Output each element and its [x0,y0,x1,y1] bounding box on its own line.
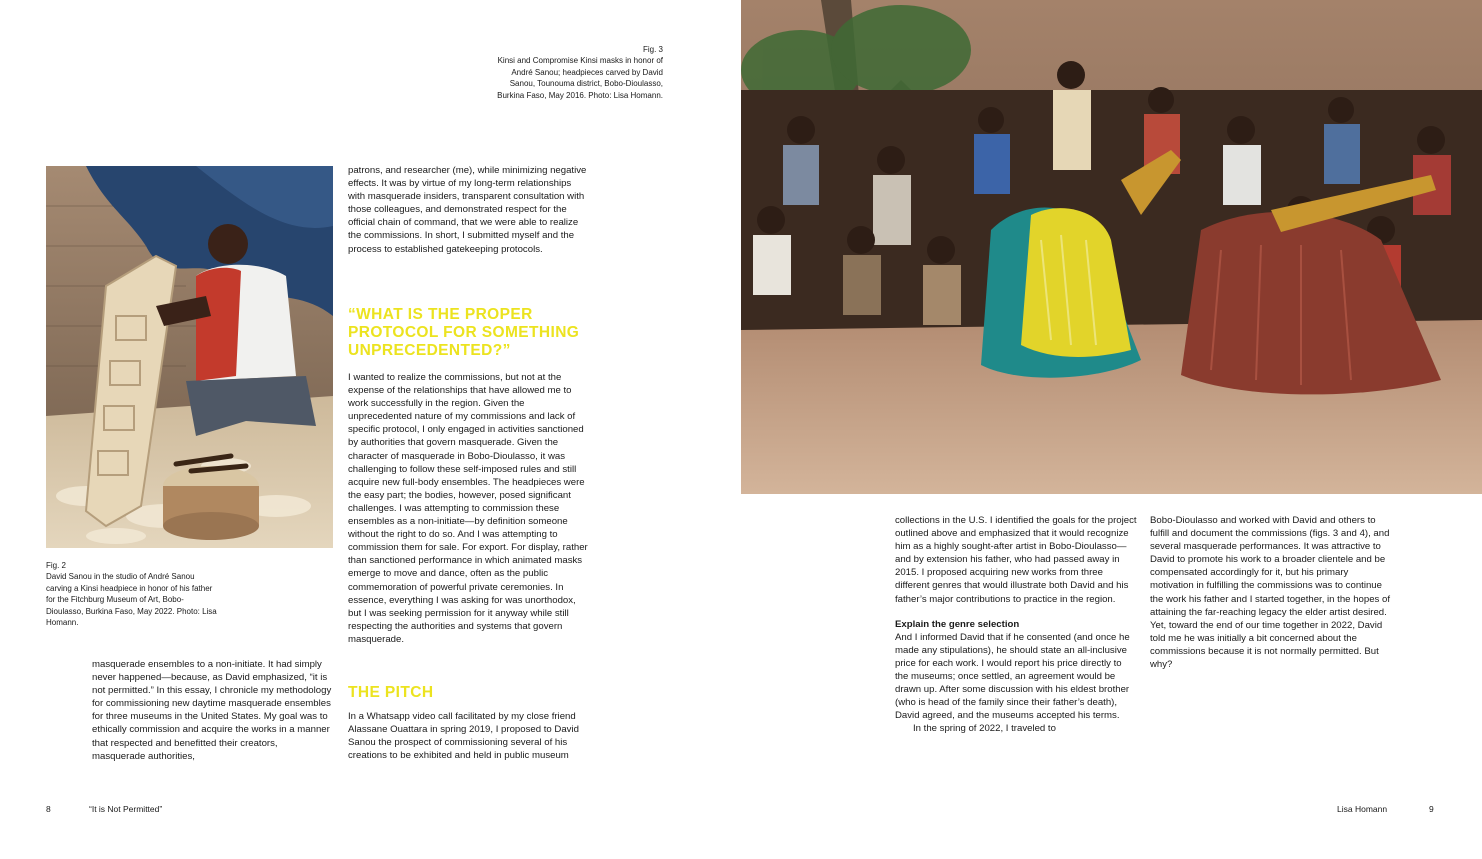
fig2-label: Fig. 2 [46,561,67,570]
right-column-1-para: collections in the U.S. I identified the goals for the project outlined above and emphasized that it would recognize him as a highly sought-after artist in Bobo-Dioulasso—and by extension his father, who had passed away in 2015. I proposed acquiring new works from three different genres that would illustrate both David and his father’s major contributions to practice in the region. [895,515,1137,605]
fig3-text: Kinsi and Compromise Kinsi masks in honor of André Sanou; headpieces carved by David Sanou, Tounouma district, Bobo-Dioulasso, Burkina Faso, May 2016. Photo: Lisa Homann. [497,56,663,100]
left-running-title: “It is Not Permitted” [89,804,163,814]
masquerade-crowd-photo [741,0,1482,494]
left-page-number: 8 [46,804,51,814]
section-heading-pitch: THE PITCH [348,684,434,701]
fig2-caption [46,560,221,628]
carving-workshop-photo [46,166,333,548]
section-heading-protocol: “WHAT IS THE PROPER PROTOCOL FOR SOMETHING UNPRECEDENTED?” [348,306,580,359]
right-running-author: Lisa Homann [1337,804,1388,814]
right-column-1-para3: In the spring of 2022, I traveled to [913,723,1056,735]
middle-column-pitch-text: In a Whatsapp video call facilitated by my close friend Alassane Ouattara in spring 2019, I proposed to David Sanou the prospect of commissioning several of his creations to be exhibited and held in public museum [348,711,579,762]
fig3-label: Fig. 3 [642,45,663,54]
left-column-text: masquerade ensembles to a non-initiate. It had simply never happened—because, as David emphasized, “it is not permitted.” In this essay, I chronicle my methodology for commissioning new daytime masquerade ensembles for three museums in the United States. My goal was to ethically commission and acquire the works in a manner that respected and benefitted their creators, masquerade authorities, [92,659,332,762]
right-column-2: Bobo-Dioulasso and worked with David and others to fulfill and document the commissions (figs. 3 and 4), and several masquerade performances. It was attractive to David to promote his work to a broader clientele and be compensated accordingly for it, but his primary motivation in fulfilling the commissions was to continue the work his father and I started together, in the hopes of attaining the far-reaching legacy the elder artist desired. Yet, toward the end of our time together in 2022, David told me he was initially a bit concerned about the commissions because it is not normally permitted. But why? [1150,515,1390,671]
subheading-genre: Explain the genre selection [895,618,1020,630]
right-page-number: 9 [1429,804,1434,814]
right-column-1 [895,514,1137,736]
middle-column-top-text: patrons, and researcher (me), while minimizing negative effects. It was by virtue of my long-term relationships with masquerade insiders, transparent consultation with those colleagues, and demonstrated respect for the official chain of command, that we were able to realize the commissions. In short, I submitted myself and the process to established gatekeeping protocols. [348,165,587,255]
middle-column-paragraph: I wanted to realize the commissions, but not at the expense of the relationships that have allowed me to work successfully in the region. Given the unprecedented nature of my commissions and lack of specific protocol, I only engaged in activities sanctioned by authorities that govern masquerade. Given the character of masquerade in Bobo-Dioulasso, it was challenging to follow these self-imposed rules and still acquire new full-body ensembles. The headpieces were the easy part; the bodies, however, posed significant challenges. I was attempting to commission these ensembles as a non-initiate—by definition someone without the right to do so. And I was attempting to commission them for sale. For export. For display, rather than sanctioned performance in which animated masks emerge to move and dance, often as the public commemoration of powerful private ceremonies. In essence, everything I was asking for was unorthodox, but I was seeking permission for it anyway while still respecting the authorities and systems that govern masquerade. [348,372,588,645]
fig3-caption [486,44,663,101]
right-column-1-para2: And I informed David that if he consented (and once he made any stipulations), he should state an all-inclusive price for each work. I would report his price directly to the museums; once settled, an agreement would be drawn up. After some discussion with his eldest brother (who is head of the family since their father’s death), David agreed, and the museums accepted his terms. [895,631,1130,722]
fig2-text: David Sanou in the studio of André Sanou carving a Kinsi headpiece in honor of his father for the Fitchburg Museum of Art, Bobo-Dioulasso, Burkina Faso, May 2022. Photo: Lisa Homann. [46,572,217,628]
